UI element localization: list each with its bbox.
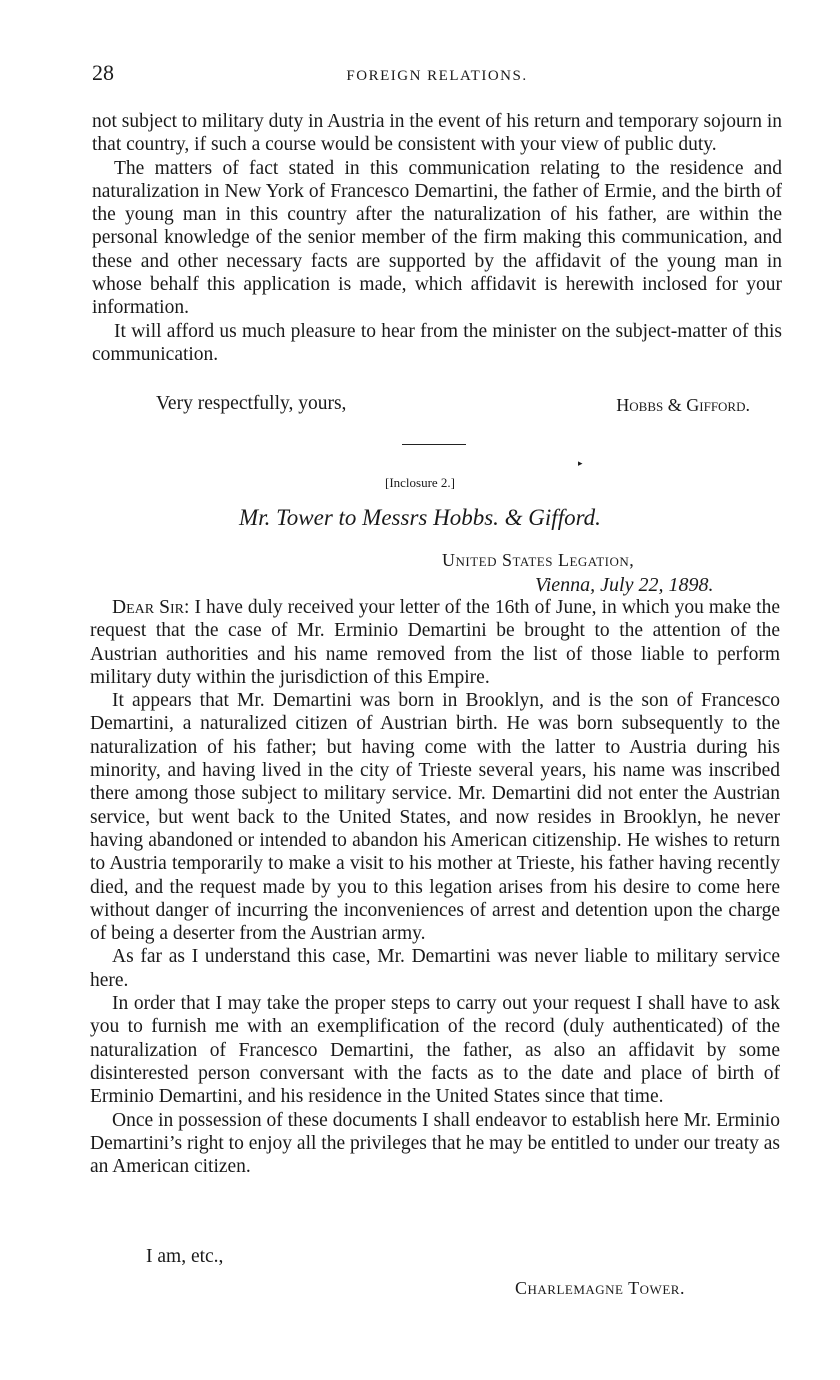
letter-title: Mr. Tower to Messrs Hobbs. & Gifford. (239, 505, 601, 530)
paragraph (90, 596, 780, 689)
letter-heading: United States Legation, (442, 550, 635, 570)
inclosure-label: [Inclosure 2.] (384, 475, 456, 490)
paragraph: In order that I may take the proper steps to carry out your request I shall have to ask you to furnish me with an exemplification of the record (duly authenticated) of the naturalization of Francesco Demartini, the father, as also an affidavit by some disinterested person conversant with the facts as to the date and place of birth of Erminio Demartini, and his residence in the United States since that time. (90, 993, 780, 1108)
paragraph: It will afford us much pleasure to hear from the minister on the subject-matter of this communication. (92, 320, 782, 365)
paragraph: As far as I understand this case, Mr. Demartini was never liable to military service here. (90, 946, 780, 991)
signature: Charlemagne Tower. (515, 1278, 685, 1298)
paragraph: Once in possession of these documents I shall endeavor to establish here Mr. Erminio Demartini’s right to enjoy all the privileges that he may be entitled to under our treaty as an American citizen. (90, 1109, 780, 1178)
signature: Hobbs & Gifford. (616, 395, 750, 415)
paragraph: not subject to military duty in Austria in the event of his return and temporary sojourn in that country, if such a course would be consistent with your view of public duty. (92, 111, 782, 156)
letter1-body (92, 110, 782, 366)
letter2-body (90, 596, 780, 1178)
letter1-signoff (92, 393, 782, 421)
paragraph: It appears that Mr. Demartini was born in Brooklyn, and is the son of Francesco Demartini, a naturalized citizen of Austrian birth. He was born subsequently to the naturalization of his father; but having come with the latter to Austria during his minority, and having lived in the city of Trieste several years, his name was inscribed there among those subject to military service. Mr. Demartini did not enter the Austrian service, but went back to the United States, and now resides in Brooklyn, he never having abandoned or intended to abandon his American citizenship. He wishes to return to Austria temporarily to make a visit to his mother at Trieste, his father having recently died, and the request made by you to this legation arises from his desire to come here without danger of incurring the inconveniences of arrest and detention upon the charge of being a deserter from the Austrian army. (90, 690, 780, 945)
closing: Very respectfully, yours, (156, 393, 347, 414)
salutation: Dear Sir: (112, 597, 190, 618)
place-date: Vienna, July 22, 1898. (535, 574, 714, 596)
closing: I am, etc., (146, 1246, 224, 1267)
page-header (92, 60, 782, 90)
ink-mark: ▸ (578, 458, 583, 468)
paragraph-text: I have duly received your letter of the 16th of June, in which you make the request that the case of Mr. Erminio Demartini be brought to the attention of the Austrian authorities and his name removed from the list of those liable to perform military duty within the jurisdiction of this Empire. (90, 597, 781, 688)
paragraph: The matters of fact stated in this communication relating to the residence and naturalization in New York of Francesco Demartini, the father of Ermie, and the birth of the young man in this country after the naturalization of his father, are within the personal knowledge of the senior member of the firm making this communication, and these and other necessary facts are supported by the affidavit of the young man in whose behalf this application is made, which affidavit is herewith inclosed for your information. (92, 157, 782, 319)
section-divider (402, 444, 466, 445)
page-number: 28 (92, 60, 114, 85)
running-title: FOREIGN RELATIONS. (346, 68, 528, 84)
